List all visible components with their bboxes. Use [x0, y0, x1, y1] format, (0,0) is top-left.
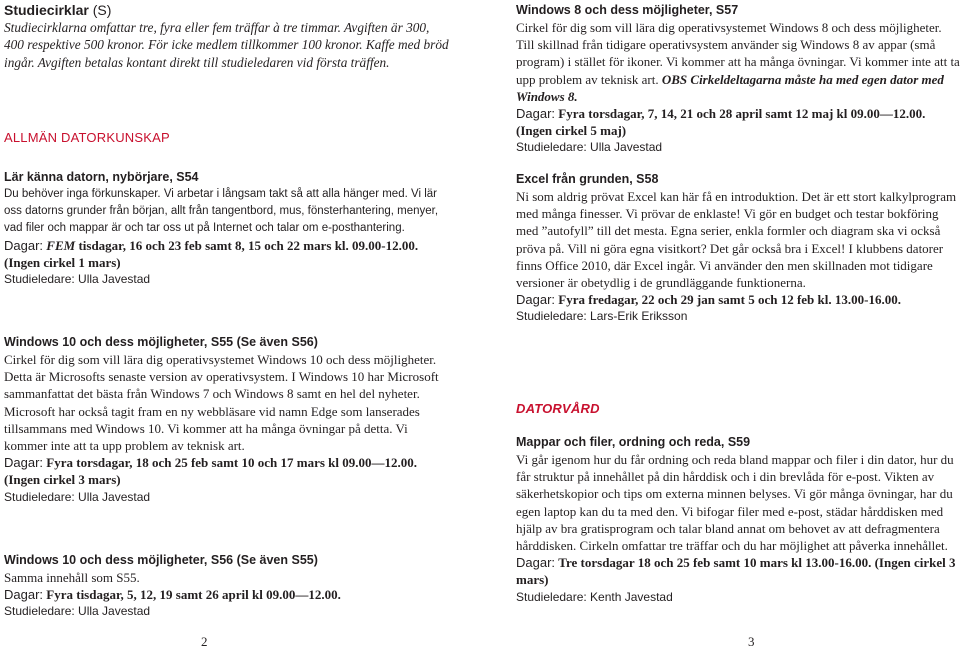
course-s55 — [4, 334, 449, 506]
course-body: Ni som aldrig prövat Excel kan här få en introduktion. Det är ett stort kalkylprogram med många finesser. Vi prövar de enklaste! Vi gör en budget och testar bokföring med ”autofyll” till det mesta. Egna serier, enkla formler och diagram ska vi också pröva på. Vill ni göra egna visitkort? Det går också bra i Excel! I klubbens datorer finns Office 2010, där Excel ingår. Vi använder den men skillnaden mot tidigare versioner är obetydlig i de grundläggande funktionerna. — [516, 189, 957, 291]
intro-text: Studiecirklarna omfattar tre, fyra eller fem träffar à tre timmar. Avgiften är 300, 400 respektive 500 kronor. För icke medlem tillkommer 100 kronor. Kaffe med bröd ingår. Avgiften betalas kontant direkt till studieledaren vid första träffen. — [4, 20, 449, 70]
course-leader: Studieledare: Ulla Javestad — [4, 272, 151, 287]
course-body-emphasis: OBS Cirkeldeltagarna måste ha med egen dator med Windows 8. — [516, 71, 944, 104]
days-value: Fyra tisdagar, 5, 12, 19 samt 26 april kl 09.00—12.00. — [46, 587, 341, 603]
days-label: Dagar: — [4, 238, 44, 253]
page-number-right: 3 — [748, 634, 755, 649]
days-emphasis: FEM — [46, 238, 76, 253]
days-value: Fyra torsdagar, 7, 14, 21 och 28 april samt 12 maj kl 09.00—12.00. — [558, 106, 926, 122]
category-datorvard: DATORVÅRD — [516, 401, 600, 416]
course-days — [4, 237, 449, 254]
course-leader: Studieledare: Lars-Erik Eriksson — [516, 309, 688, 324]
course-note: (Ingen cirkel 3 mars) — [4, 472, 121, 488]
course-title: Mappar och filer, ordning och reda, S59 — [516, 435, 751, 449]
course-s58 — [516, 171, 960, 325]
days-value: Fyra torsdagar, 18 och 25 feb samt 10 och 17 mars kl 09.00—12.00. — [46, 455, 418, 471]
course-leader: Studieledare: Ulla Javestad — [4, 489, 151, 504]
course-note: (Ingen cirkel 1 mars) — [4, 255, 121, 271]
course-s56 — [4, 552, 449, 620]
course-title: Windows 10 och dess möjligheter, S55 (Se även S56) — [4, 335, 318, 349]
course-days — [516, 554, 960, 588]
intro-title: Studiecirklar — [4, 2, 89, 18]
intro-heading — [4, 2, 449, 19]
days-label: Dagar: — [4, 587, 44, 603]
course-body: Samma innehåll som S55. — [4, 570, 140, 585]
course-body: Du behöver inga förkunskaper. Vi arbetar i långsam takt så att alla hänger med. Vi lär oss datorns grunder från början, allt från tangentbord, mus, fönsterhantering, menyer, vad filer och mappar är och tar oss ut på Internet och talar om e-posthantering. — [4, 188, 439, 234]
course-leader: Studieledare: Ulla Javestad — [4, 604, 151, 619]
course-note: (Ingen cirkel 5 maj) — [516, 123, 627, 139]
course-body: Vi går igenom hur du får ordning och reda bland mappar och filer i din dator, hur du får struktur på innehållet på din hårddisk och i din brevlåda för e-post. Vikten av säkerhetskopior och tips om externa minnen belyses. Vi gör många övningar, har du egen laptop kan du ta med den. Vi bifogar filer med e-post, städar hårddisken med hjälp av bra gratisprogram och talar bland annat om behovet av att defragmentera hårddisken. Cirkeln omfattar tre träffar och du har möjlighet att påverka innehållet. — [516, 452, 954, 554]
course-title: Excel från grunden, S58 — [516, 172, 659, 186]
days-value: Tre torsdagar 18 och 25 feb samt 10 mars kl 13.00-16.00. (Ingen cirkel 3 mars) — [516, 555, 956, 588]
course-s59 — [516, 434, 960, 606]
course-days — [516, 291, 960, 308]
days-value: tisdagar, 16 och 23 feb samt 8, 15 och 22 mars kl. 09.00-12.00. — [78, 238, 419, 253]
intro-title-suffix: (S) — [88, 2, 112, 18]
course-days — [4, 586, 449, 603]
intro-section — [4, 2, 449, 71]
days-value: Fyra fredagar, 22 och 29 jan samt 5 och 12 feb kl. 13.00-16.00. — [558, 292, 901, 308]
days-label: Dagar: — [516, 555, 556, 571]
course-title: Windows 10 och dess möjligheter, S56 (Se även S55) — [4, 553, 318, 567]
course-s57 — [516, 2, 960, 156]
days-label: Dagar: — [4, 455, 44, 471]
course-days — [516, 105, 960, 122]
course-leader: Studieledare: Kenth Javestad — [516, 589, 673, 604]
category-allman-datorkunskap: ALLMÄN DATORKUNSKAP — [4, 130, 170, 145]
course-title: Windows 8 och dess möjligheter, S57 — [516, 3, 739, 17]
course-s54 — [4, 169, 449, 288]
course-leader: Studieledare: Ulla Javestad — [516, 140, 663, 155]
course-days — [4, 454, 449, 471]
course-body — [516, 19, 960, 105]
course-body: Cirkel för dig som vill lära dig operativsystemet Windows 10 och dess möjligheter. Detta är Microsofts senaste version av operativsystem. I Windows 10 har Microsoft sammanfattat det bästa från Windows 7 och Windows 8 samt en hel del nyheter. Microsoft har också tagit fram en ny webbläsare vid namn Edge som lanserades tillsammans med Windows 10. Vi kommer att ha många övningar på detta. Vi kommer inte att ta upp problem av teknisk art. — [4, 352, 439, 454]
course-body-text: Cirkel för dig som vill lära dig operativsystemet Windows 8 och dess möjligheter. Till skillnad från tidigare operativsystem använder sig Windows 8 av appar (små program) i stället för ikoner. Vi kommer att ha många övningar. Vi kommer inte att ta upp problem av teknisk art. — [516, 20, 960, 87]
course-title: Lär känna datorn, nybörjare, S54 — [4, 170, 199, 184]
page-number-left: 2 — [201, 634, 208, 649]
days-label: Dagar: — [516, 106, 556, 122]
days-label: Dagar: — [516, 292, 556, 308]
